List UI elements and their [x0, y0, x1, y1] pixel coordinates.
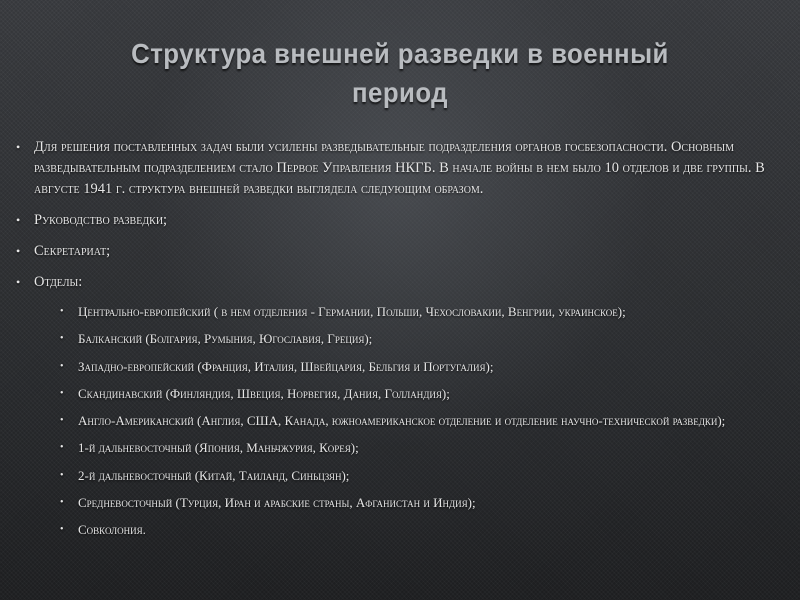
bullet-icon: • — [60, 360, 64, 372]
department-item — [16, 494, 776, 512]
list-item-text: Руководство разведки; — [34, 212, 168, 228]
bullet-icon: • — [60, 442, 64, 454]
bullet-icon: • — [16, 213, 21, 227]
bullet-icon: • — [16, 244, 21, 258]
department-text: 2-й дальневосточный (Китай, Таиланд, Синьцзян); — [78, 467, 350, 483]
bullet-icon: • — [60, 524, 64, 536]
bullet-icon: • — [60, 469, 64, 481]
department-text: Совколония. — [78, 522, 146, 538]
slide-title-line-1: Структура внешней разведки в военный — [131, 38, 669, 69]
list-item-text: Отделы: — [34, 274, 83, 290]
list-item-intro — [16, 137, 776, 200]
bullet-icon: • — [60, 333, 64, 345]
list-item — [16, 241, 776, 262]
list-item — [16, 272, 776, 293]
department-item — [16, 303, 776, 321]
bullet-icon: • — [60, 387, 64, 399]
department-item — [16, 467, 776, 485]
department-text: Западно-европейский (Франция, Италия, Швейцария, Бельгия и Португалия); — [78, 358, 494, 374]
department-text: 1-й дальневосточный (Япония, Маньчжурия, Корея); — [78, 440, 359, 456]
bullet-icon: • — [16, 275, 21, 289]
department-text: Балканский (Болгария, Румыния, Югославия, Греция); — [78, 331, 373, 347]
list-item — [16, 210, 776, 231]
department-text: Центрально-европейский ( в нем отделения - Германии, Польши, Чехословакии, Венгрии, украинское); — [78, 304, 626, 319]
department-item — [16, 521, 776, 539]
bullet-icon: • — [16, 140, 21, 154]
department-item — [16, 412, 776, 430]
department-item — [16, 439, 776, 457]
bullet-icon: • — [60, 415, 64, 427]
department-item — [16, 358, 776, 376]
bullet-icon: • — [60, 306, 64, 317]
slide-title — [69, 34, 731, 112]
department-text: Средневосточный (Турция, Иран и арабские страны, Афганистан и Индия); — [78, 495, 476, 511]
department-text: Скандинавский (Финляндия, Швеция, Норвегия, Дания, Голландия); — [78, 385, 450, 401]
slide-content — [16, 137, 776, 549]
intro-text: Для решения поставленных задач были усилены разведывательные подразделения органов госбезопасности. Основным разведывательным подразделением стало Первое Управления НКГБ. В начале войны в нем было 10 отделов и две группы. В августе 1941 г. структура внешней разведки выглядела следующим образом. — [34, 139, 765, 197]
bullet-list — [16, 137, 776, 539]
department-item — [16, 330, 776, 348]
department-text: Англо-Американский (Англия, США, Канада, южноамериканское отделение и отделение научно-технической разведки); — [78, 413, 726, 429]
department-item — [16, 385, 776, 403]
list-item-text: Секретариат; — [34, 243, 111, 259]
slide-title-line-2: период — [352, 77, 448, 108]
bullet-icon: • — [60, 497, 64, 509]
